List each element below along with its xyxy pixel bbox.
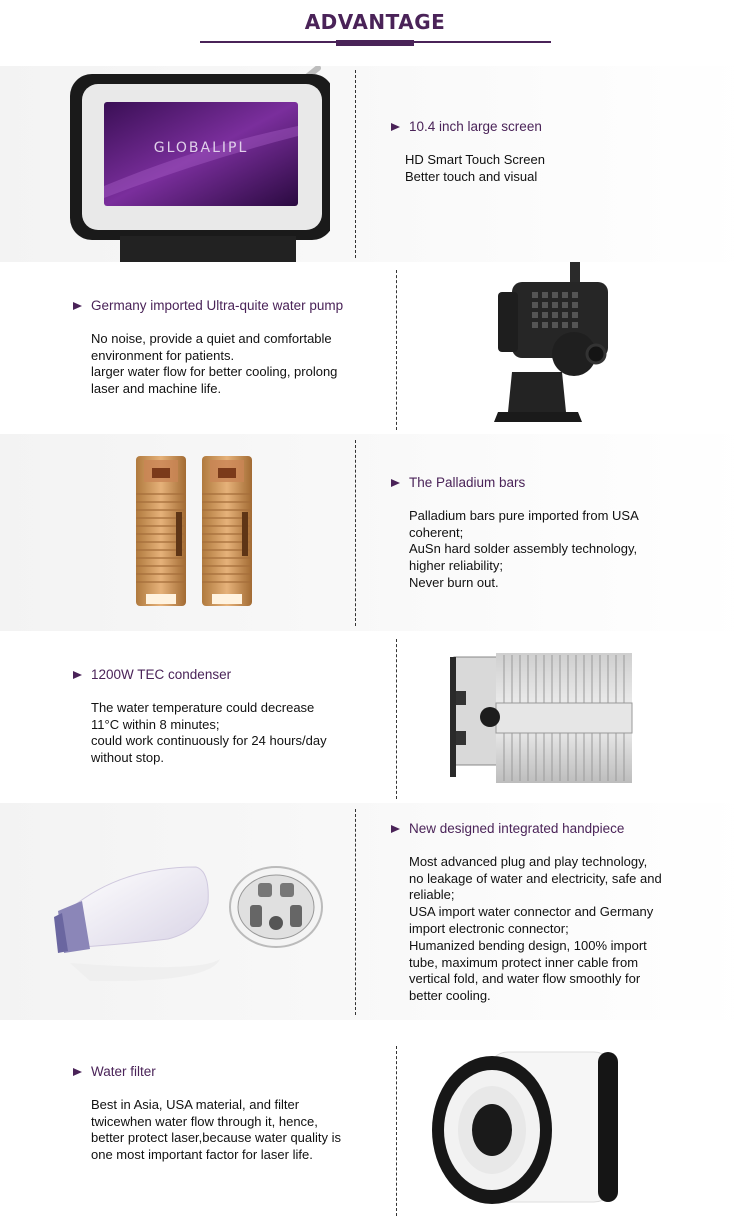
arrow-icon xyxy=(73,302,82,310)
feature-line: 11°C within 8 minutes; xyxy=(91,716,220,732)
feature-line: Palladium bars pure imported from USA xyxy=(409,507,639,523)
feature-block xyxy=(73,667,383,767)
feature-title: The Palladium bars xyxy=(409,475,526,490)
feature-line: tube, maximum protect inner cable from xyxy=(409,954,639,970)
feature-line: Never burn out. xyxy=(409,574,499,590)
feature-block xyxy=(73,1064,383,1164)
feature-block xyxy=(391,821,736,1005)
feature-title: 1200W TEC condenser xyxy=(91,667,232,682)
feature-section-pump xyxy=(0,262,750,434)
touch-screen-image xyxy=(0,66,330,262)
feature-line: HD Smart Touch Screen xyxy=(405,151,545,167)
feature-line: Most advanced plug and play technology, xyxy=(409,853,648,869)
feature-line: higher reliability; xyxy=(409,558,503,574)
palladium-bars-image xyxy=(132,454,272,614)
arrow-icon xyxy=(73,1068,82,1076)
feature-section-tec xyxy=(0,631,750,803)
feature-line: one most important factor for laser life. xyxy=(91,1147,313,1163)
page-header xyxy=(0,0,750,66)
title-underline-accent xyxy=(336,40,414,46)
feature-section-filter xyxy=(0,1020,750,1229)
feature-line: larger water flow for better cooling, prolong xyxy=(91,364,338,380)
feature-line: twicewhen water flow through it, hence, xyxy=(91,1113,318,1129)
section-divider xyxy=(355,440,356,626)
water-filter-image xyxy=(428,1046,638,1216)
feature-title: Water filter xyxy=(91,1064,156,1079)
arrow-icon xyxy=(391,825,400,833)
feature-line: better protect laser,because water quality is xyxy=(91,1130,342,1146)
feature-line: could work continuously for 24 hours/day xyxy=(91,733,327,749)
feature-line: reliable; xyxy=(409,887,455,903)
feature-line: Better touch and visual xyxy=(405,168,538,184)
feature-block xyxy=(73,298,383,398)
water-pump-image xyxy=(492,262,622,434)
handpiece-image xyxy=(50,813,350,1013)
feature-line: better cooling. xyxy=(409,988,491,1004)
feature-section-screen xyxy=(0,66,750,262)
feature-line: USA import water connector and Germany xyxy=(409,904,654,920)
feature-line: No noise, provide a quiet and comfortable xyxy=(91,330,332,346)
feature-line: AuSn hard solder assembly technology, xyxy=(409,541,638,557)
feature-line: import electronic connector; xyxy=(409,920,569,936)
feature-line: without stop. xyxy=(91,750,164,766)
feature-section-palladium xyxy=(0,434,750,631)
feature-section-handpiece xyxy=(0,803,750,1020)
feature-line: laser and machine life. xyxy=(91,381,222,397)
feature-line: Humanized bending design, 100% import xyxy=(409,937,647,953)
feature-title: 10.4 inch large screen xyxy=(409,119,542,134)
section-divider xyxy=(355,809,356,1015)
section-divider xyxy=(396,639,397,799)
section-divider xyxy=(355,70,356,258)
feature-block xyxy=(391,119,731,185)
feature-line: The water temperature could decrease xyxy=(91,699,315,715)
arrow-icon xyxy=(391,123,400,131)
arrow-icon xyxy=(391,479,400,487)
feature-block xyxy=(391,475,731,592)
feature-line: vertical fold, and water flow smoothly for xyxy=(409,971,641,987)
feature-line: Best in Asia, USA material, and filter xyxy=(91,1096,300,1112)
feature-line: environment for patients. xyxy=(91,347,235,363)
section-divider xyxy=(396,1046,397,1216)
arrow-icon xyxy=(73,671,82,679)
tec-condenser-image xyxy=(448,651,638,787)
screen-logo: GLOBALIPL xyxy=(153,140,249,156)
feature-title: New designed integrated handpiece xyxy=(409,821,625,836)
feature-line: coherent; xyxy=(409,524,464,540)
feature-title: Germany imported Ultra-quite water pump xyxy=(91,298,344,313)
feature-line: no leakage of water and electricity, safe and xyxy=(409,870,662,886)
section-divider xyxy=(396,270,397,430)
page-title: ADVANTAGE xyxy=(304,10,446,34)
